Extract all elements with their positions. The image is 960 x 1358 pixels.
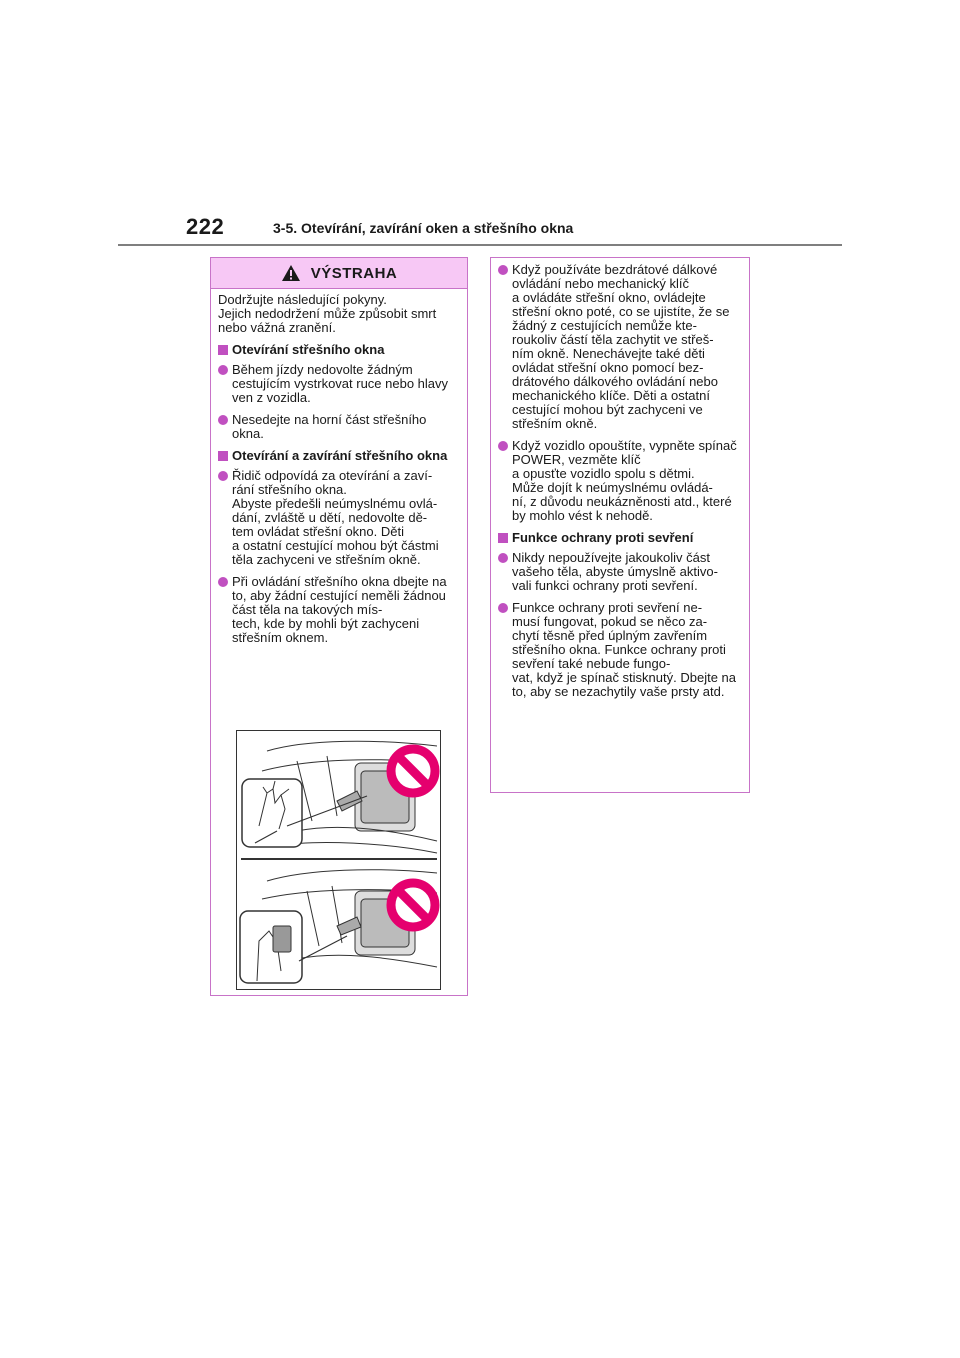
prohibition-sign-icon	[391, 749, 435, 793]
section-title: 3-5. Otevírání, zavírání oken a střešního okna	[273, 220, 574, 236]
square-bullet-icon	[218, 451, 228, 461]
warning-title: VÝSTRAHA	[310, 264, 398, 282]
list-item: Nesedejte na horní část střešního okna.	[218, 413, 459, 441]
header-rule	[118, 244, 842, 246]
list-item: Řidič odpovídá za otevírání a zaví- rání střešního okna. Abyste předešli neúmyslnému ovlá- dání, zvláště u dětí, nedovolte dě- tem ovládat střešní okno. Děti a ostatní cestující mohou být částmi těla zachyceni ve střešním okně.	[218, 469, 459, 567]
list-item: Při ovládání střešního okna dbejte na to, aby žádní cestující neměli žádnou část těla na takových mís- tech, kde by mohli být zachyceni střešním oknem.	[218, 575, 459, 645]
warning-triangle-icon	[281, 264, 301, 282]
round-bullet-icon	[218, 365, 228, 375]
round-bullet-icon	[498, 441, 508, 451]
warning-header	[211, 258, 467, 289]
round-bullet-icon	[498, 553, 508, 563]
section-heading: Funkce ochrany proti sevření	[498, 531, 741, 545]
round-bullet-icon	[218, 415, 228, 425]
round-bullet-icon	[218, 471, 228, 481]
round-bullet-icon	[498, 603, 508, 613]
sunroof-illustration	[236, 730, 441, 990]
square-bullet-icon	[498, 533, 508, 543]
section-heading: Otevírání střešního okna	[218, 343, 459, 357]
right-warning-box	[490, 257, 750, 793]
warning-body	[211, 289, 467, 645]
round-bullet-icon	[218, 577, 228, 587]
list-item: Nikdy nepoužívejte jakoukoliv část vašeho těla, abyste úmyslně aktivo- vali funkci ochrany proti sevření.	[498, 551, 741, 593]
list-item: Funkce ochrany proti sevření ne- musí fungovat, pokud se něco za- chytí těsně před úplným zavřením střešního okna. Funkce ochrany proti sevření také nebude fungo- vat, když je spínač stisknutý. Dbejte na to, aby se nezachytily vaše prsty atd.	[498, 601, 741, 699]
page-number: 222	[186, 214, 225, 239]
round-bullet-icon	[498, 265, 508, 275]
list-item: Když používáte bezdrátové dálkové ovládání nebo mechanický klíč a ovládáte střešní okno, ovládejte střešní okno poté, co se ujistíte, že se žádný z cestujících nemůže kte- roukoliv částí těla zachytit ve střeš- ním okně. Nenechávejte také děti ovládat střešní okno pomocí bez- drátového dálkového ovládání nebo mechanického klíče. Děti a ostatní cestující mohou být zachyceni ve střešním okně.	[498, 263, 741, 431]
sunroof-drawing	[237, 731, 440, 989]
list-item: Když vozidlo opouštíte, vypněte spínač POWER, vezměte klíč a opusťte vozidlo spolu s dětmi. Může dojít k neúmyslnému ovládá- ní, z důvodu neukázněnosti atd., které by mohlo vést k nehodě.	[498, 439, 741, 523]
section-heading: Otevírání a zavírání střešního okna	[218, 449, 459, 463]
prohibition-sign-icon	[391, 883, 435, 927]
list-item: Během jízdy nedovolte žádným cestujícím vystrkovat ruce nebo hlavy ven z vozidla.	[218, 363, 459, 405]
warning-intro: Dodržujte následující pokyny. Jejich nedodržení může způsobit smrt nebo vážná zranění.	[218, 292, 437, 335]
square-bullet-icon	[218, 345, 228, 355]
